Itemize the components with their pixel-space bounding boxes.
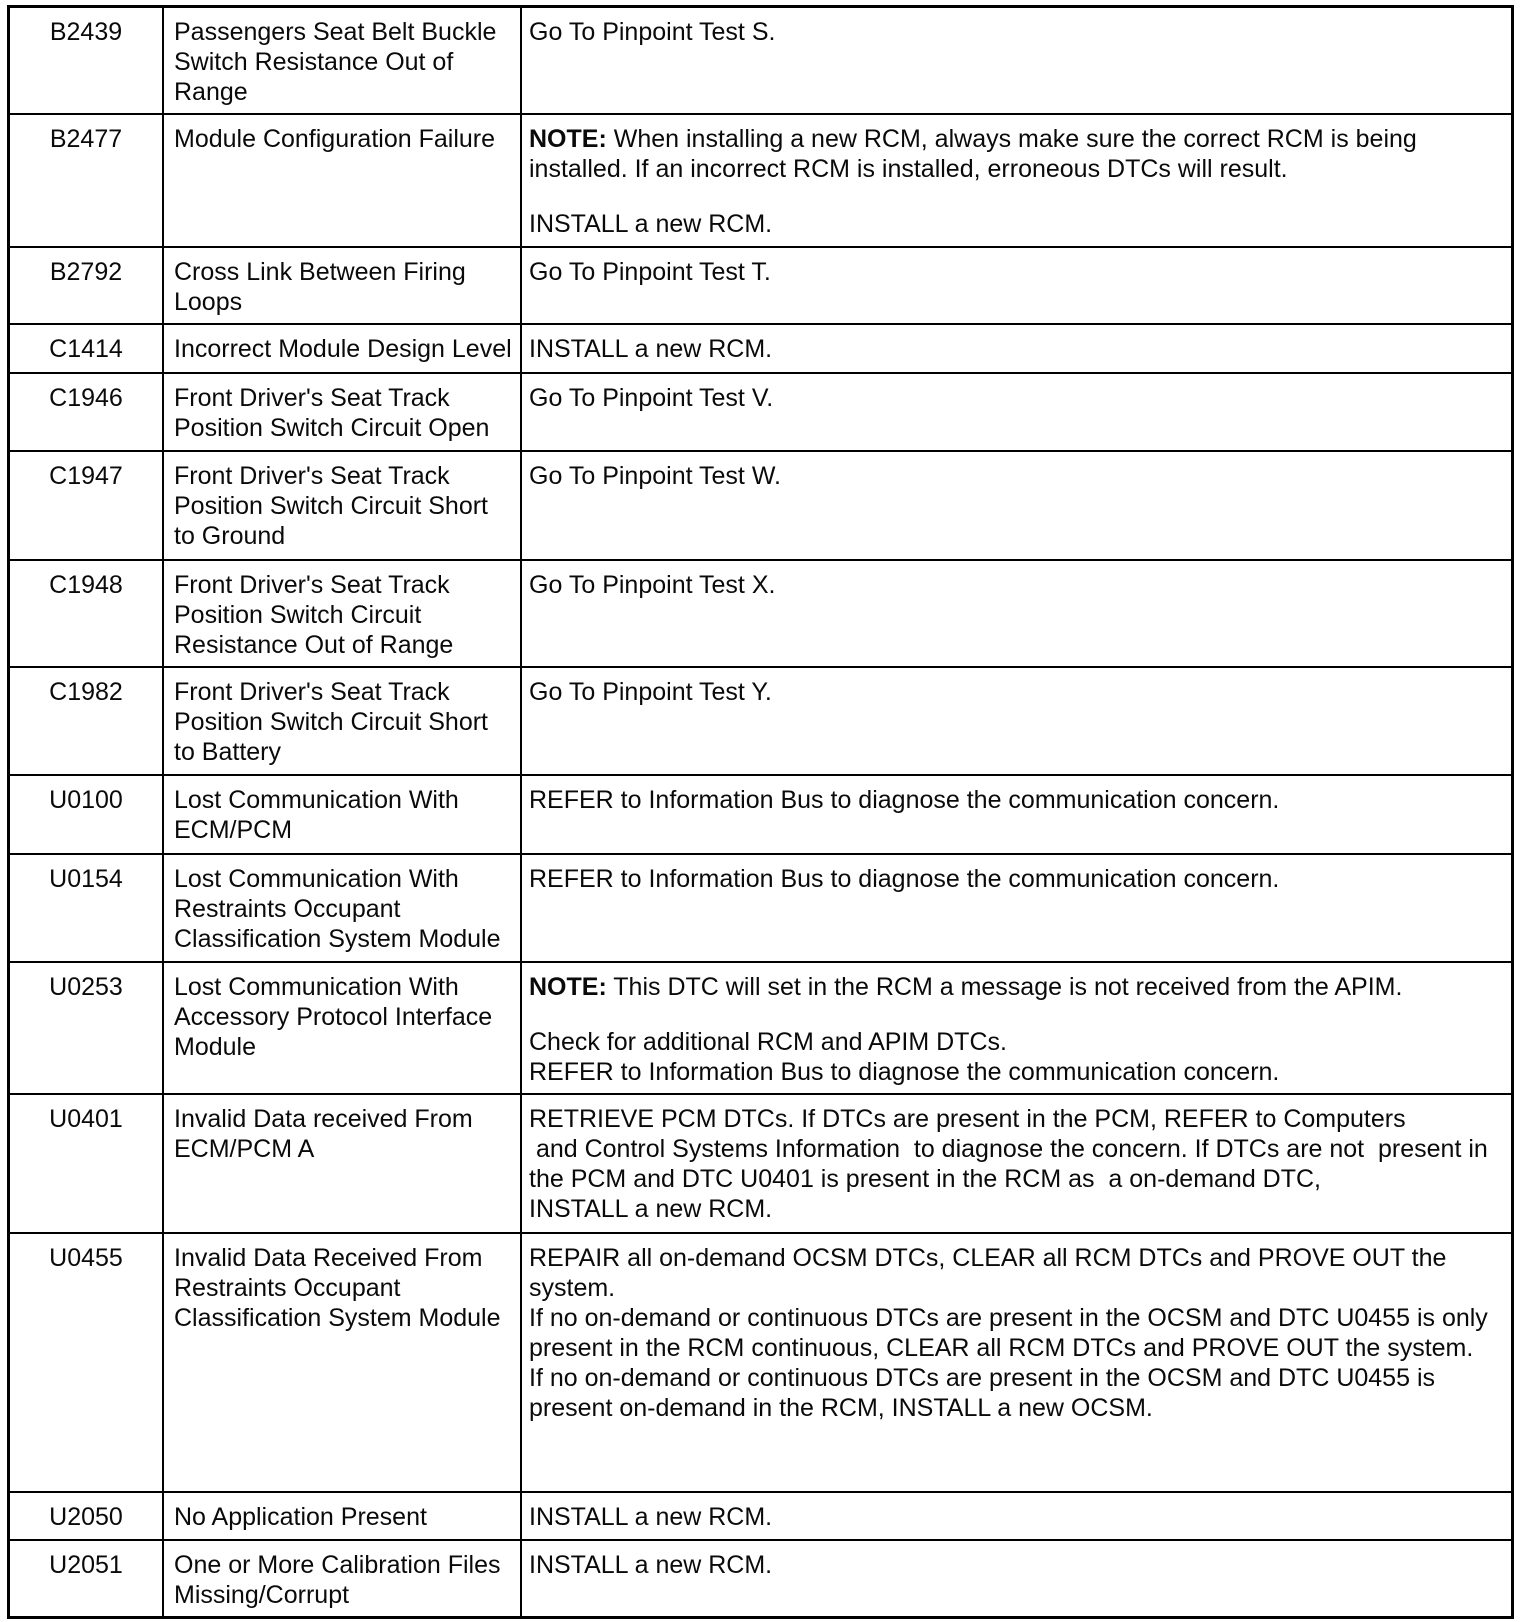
action-line xyxy=(529,1194,1511,1224)
dtc-table xyxy=(7,5,1514,1619)
action-text: REFER to Information Bus to diagnose the communication concern. xyxy=(529,1058,1280,1086)
action-paragraph xyxy=(529,570,1511,600)
action-text: INSTALL a new RCM. xyxy=(529,335,773,363)
action-paragraph xyxy=(529,677,1511,707)
dtc-description xyxy=(164,8,522,113)
action-text: Go To Pinpoint Test V. xyxy=(529,384,774,412)
table-row xyxy=(10,963,1511,1095)
action-line xyxy=(529,209,1511,239)
action-text: INSTALL a new RCM. xyxy=(529,1551,773,1579)
action-line xyxy=(529,972,1511,1002)
action-text: present on-demand in the RCM, INSTALL a new OCSM. xyxy=(529,1394,1153,1422)
note-label: NOTE: xyxy=(529,125,607,153)
action-line xyxy=(529,1164,1511,1194)
action-paragraph xyxy=(529,257,1511,287)
table-row xyxy=(10,325,1511,374)
dtc-description xyxy=(164,561,522,666)
dtc-code: C1946 xyxy=(10,374,164,450)
dtc-code: U2051 xyxy=(10,1541,164,1616)
dtc-code: U0154 xyxy=(10,855,164,961)
action-text: Go To Pinpoint Test Y. xyxy=(529,678,772,706)
description-line: Front Driver's Seat Track xyxy=(174,384,450,412)
action-paragraph xyxy=(529,1027,1511,1087)
dtc-code: U2050 xyxy=(10,1493,164,1539)
table-row xyxy=(10,668,1511,776)
dtc-action xyxy=(522,1493,1511,1539)
dtc-action xyxy=(522,1095,1511,1232)
table-row xyxy=(10,248,1511,325)
action-line xyxy=(529,1243,1511,1273)
action-text: Go To Pinpoint Test W. xyxy=(529,462,781,490)
table-row xyxy=(10,776,1511,855)
action-line xyxy=(529,677,1511,707)
action-line xyxy=(529,17,1511,47)
action-line xyxy=(529,1303,1511,1333)
dtc-code: C1948 xyxy=(10,561,164,666)
dtc-description xyxy=(164,248,522,323)
action-paragraph xyxy=(529,1502,1511,1532)
table-row xyxy=(10,1234,1511,1493)
description-line: Front Driver's Seat Track xyxy=(174,571,450,599)
description-line: Switch Resistance Out of xyxy=(174,48,454,76)
dtc-action xyxy=(522,452,1511,559)
dtc-description xyxy=(164,963,522,1093)
dtc-code: U0100 xyxy=(10,776,164,853)
action-text: REPAIR all on-demand OCSM DTCs, CLEAR all RCM DTCs and PROVE OUT the xyxy=(529,1244,1447,1272)
dtc-action xyxy=(522,1541,1511,1616)
action-paragraph xyxy=(529,334,1511,364)
action-paragraph xyxy=(529,124,1511,184)
dtc-action xyxy=(522,668,1511,774)
dtc-action xyxy=(522,855,1511,961)
table-row xyxy=(10,452,1511,561)
action-text: the PCM and DTC U0401 is present in the RCM as a on-demand DTC, xyxy=(529,1165,1322,1193)
action-text: Check for additional RCM and APIM DTCs. xyxy=(529,1028,1007,1056)
description-line: Range xyxy=(174,78,248,106)
dtc-code: B2792 xyxy=(10,248,164,323)
action-line xyxy=(529,1393,1511,1423)
action-text: Go To Pinpoint Test X. xyxy=(529,571,776,599)
description-line: Missing/Corrupt xyxy=(174,1581,350,1609)
description-line: One or More Calibration Files xyxy=(174,1551,501,1579)
dtc-description xyxy=(164,1493,522,1539)
action-text: If no on-demand or continuous DTCs are present in the OCSM and DTC U0455 is xyxy=(529,1364,1435,1392)
dtc-code: B2477 xyxy=(10,115,164,246)
action-line xyxy=(529,1104,1511,1134)
table-row xyxy=(10,8,1511,115)
dtc-description xyxy=(164,115,522,246)
action-line xyxy=(529,1134,1511,1164)
action-line xyxy=(529,1027,1511,1057)
dtc-code: C1982 xyxy=(10,668,164,774)
action-paragraph xyxy=(529,972,1511,1002)
dtc-action xyxy=(522,374,1511,450)
dtc-description xyxy=(164,668,522,774)
dtc-description xyxy=(164,325,522,372)
description-line: No Application Present xyxy=(174,1503,427,1531)
description-line: ECM/PCM A xyxy=(174,1135,315,1163)
action-line xyxy=(529,864,1511,894)
description-line: Front Driver's Seat Track xyxy=(174,462,450,490)
description-line: Passengers Seat Belt Buckle xyxy=(174,18,497,46)
table-row xyxy=(10,374,1511,452)
action-text: installed. If an incorrect RCM is installed, erroneous DTCs will result. xyxy=(529,155,1288,183)
description-line: Classification System Module xyxy=(174,925,501,953)
action-line xyxy=(529,570,1511,600)
description-line: Invalid Data Received From xyxy=(174,1244,483,1272)
description-line: Classification System Module xyxy=(174,1304,501,1332)
description-line: Accessory Protocol Interface xyxy=(174,1003,493,1031)
action-paragraph xyxy=(529,1104,1511,1224)
action-line xyxy=(529,785,1511,815)
dtc-code: U0253 xyxy=(10,963,164,1093)
action-line xyxy=(529,1057,1511,1087)
dtc-action xyxy=(522,325,1511,372)
action-line xyxy=(529,257,1511,287)
action-line xyxy=(529,383,1511,413)
action-text: RETRIEVE PCM DTCs. If DTCs are present in the PCM, REFER to Computers xyxy=(529,1105,1406,1133)
action-paragraph xyxy=(529,17,1511,47)
dtc-code: C1414 xyxy=(10,325,164,372)
action-text: REFER to Information Bus to diagnose the communication concern. xyxy=(529,786,1280,814)
action-paragraph xyxy=(529,1243,1511,1423)
action-paragraph xyxy=(529,461,1511,491)
description-line: ECM/PCM xyxy=(174,816,293,844)
description-line: Cross Link Between Firing xyxy=(174,258,466,286)
description-line: Position Switch Circuit Short xyxy=(174,708,489,736)
action-paragraph xyxy=(529,864,1511,894)
action-text: INSTALL a new RCM. xyxy=(529,1503,773,1531)
table-row xyxy=(10,115,1511,248)
description-line: Position Switch Circuit Open xyxy=(174,414,490,442)
dtc-action xyxy=(522,963,1511,1093)
action-paragraph xyxy=(529,383,1511,413)
description-line: Restraints Occupant xyxy=(174,1274,401,1302)
table-row xyxy=(10,855,1511,963)
action-text: INSTALL a new RCM. xyxy=(529,210,773,238)
description-line: Front Driver's Seat Track xyxy=(174,678,450,706)
note-label: NOTE: xyxy=(529,973,607,1001)
action-text: INSTALL a new RCM. xyxy=(529,1195,773,1223)
description-line: Lost Communication With xyxy=(174,973,459,1001)
description-line: Loops xyxy=(174,288,243,316)
dtc-description xyxy=(164,374,522,450)
description-line: to Battery xyxy=(174,738,281,766)
dtc-code: U0401 xyxy=(10,1095,164,1232)
action-line xyxy=(529,1502,1511,1532)
action-text: Go To Pinpoint Test T. xyxy=(529,258,771,286)
dtc-description xyxy=(164,1234,522,1491)
dtc-action xyxy=(522,115,1511,246)
action-text: system. xyxy=(529,1274,616,1302)
description-line: Lost Communication With xyxy=(174,865,459,893)
action-line xyxy=(529,1550,1511,1580)
description-line: Position Switch Circuit xyxy=(174,601,422,629)
action-line xyxy=(529,1273,1511,1303)
dtc-code: C1947 xyxy=(10,452,164,559)
description-line: Module xyxy=(174,1033,256,1061)
dtc-description xyxy=(164,1095,522,1232)
action-text: When installing a new RCM, always make sure the correct RCM is being xyxy=(606,125,1417,153)
dtc-action xyxy=(522,776,1511,853)
table-row xyxy=(10,1541,1511,1616)
dtc-action xyxy=(522,1234,1511,1491)
description-line: to Ground xyxy=(174,522,286,550)
action-line xyxy=(529,334,1511,364)
action-text: and Control Systems Information to diagnose the concern. If DTCs are not present in xyxy=(529,1135,1488,1163)
action-line xyxy=(529,1333,1511,1363)
dtc-description xyxy=(164,1541,522,1616)
action-line xyxy=(529,1363,1511,1393)
description-line: Invalid Data received From xyxy=(174,1105,473,1133)
dtc-action xyxy=(522,561,1511,666)
action-paragraph xyxy=(529,785,1511,815)
dtc-action xyxy=(522,248,1511,323)
dtc-code: U0455 xyxy=(10,1234,164,1491)
dtc-description xyxy=(164,452,522,559)
action-text: Go To Pinpoint Test S. xyxy=(529,18,776,46)
action-text: If no on-demand or continuous DTCs are present in the OCSM and DTC U0455 is only xyxy=(529,1304,1488,1332)
description-line: Restraints Occupant xyxy=(174,895,401,923)
action-paragraph xyxy=(529,1550,1511,1580)
table-row xyxy=(10,561,1511,668)
dtc-description xyxy=(164,855,522,961)
action-line xyxy=(529,154,1511,184)
description-line: Resistance Out of Range xyxy=(174,631,454,659)
table-row xyxy=(10,1493,1511,1541)
description-line: Module Configuration Failure xyxy=(174,125,496,153)
description-line: Position Switch Circuit Short xyxy=(174,492,489,520)
action-text: REFER to Information Bus to diagnose the communication concern. xyxy=(529,865,1280,893)
dtc-code: B2439 xyxy=(10,8,164,113)
dtc-action xyxy=(522,8,1511,113)
action-text: present in the RCM continuous, CLEAR all RCM DTCs and PROVE OUT the system. xyxy=(529,1334,1474,1362)
dtc-description xyxy=(164,776,522,853)
action-line xyxy=(529,124,1511,154)
description-line: Incorrect Module Design Level xyxy=(174,335,512,363)
description-line: Lost Communication With xyxy=(174,786,459,814)
action-line xyxy=(529,461,1511,491)
table-row xyxy=(10,1095,1511,1234)
action-text: This DTC will set in the RCM a message is not received from the APIM. xyxy=(606,973,1403,1001)
action-paragraph xyxy=(529,209,1511,239)
